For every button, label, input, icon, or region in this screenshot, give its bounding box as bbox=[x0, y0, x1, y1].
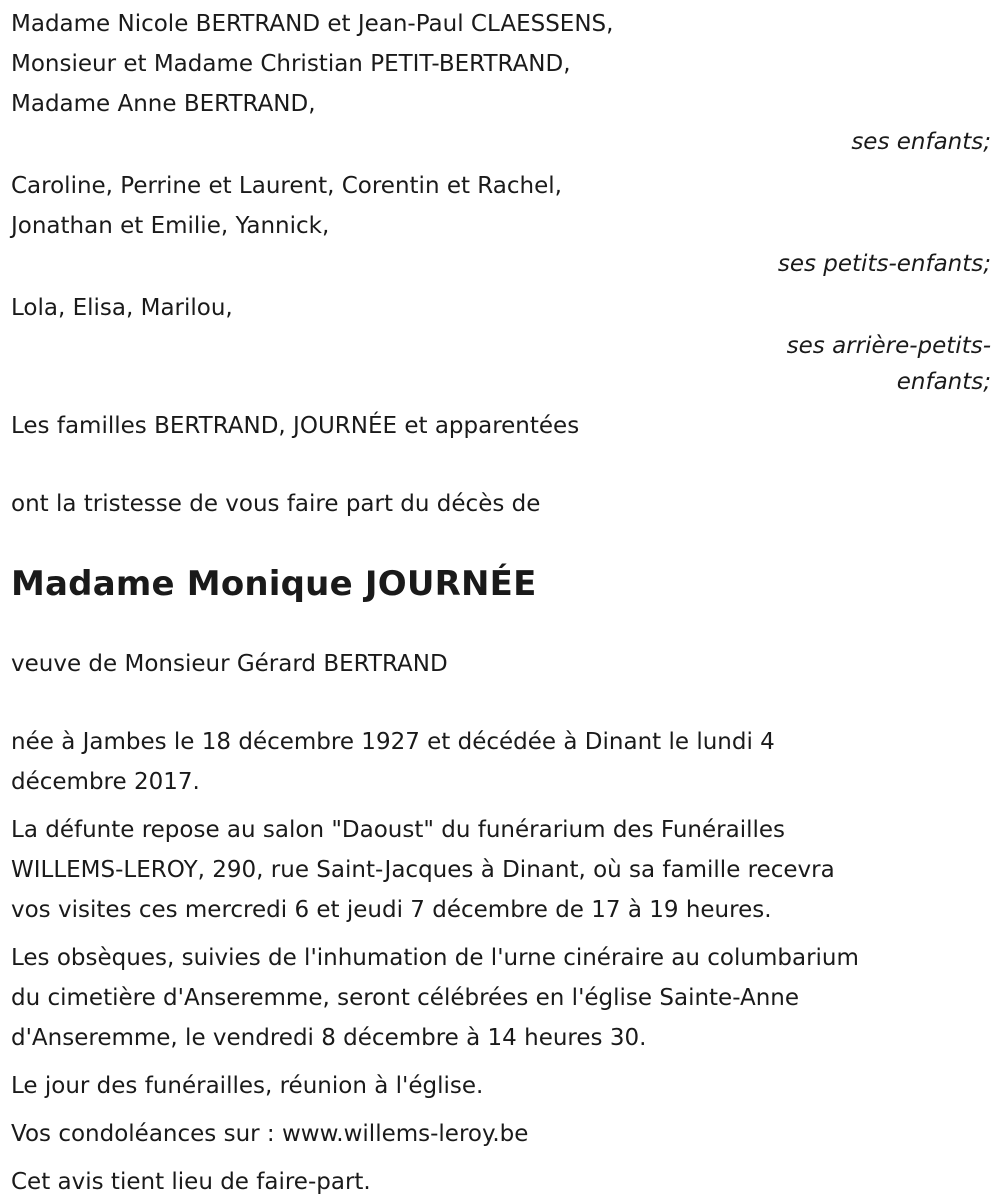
great-grandchildren-section bbox=[11, 288, 991, 400]
deceased-name: Madame Monique JOURNÉE bbox=[11, 564, 537, 604]
grandchildren-section bbox=[11, 166, 991, 282]
visitation-line: WILLEMS-LEROY, 290, rue Saint-Jacques à Dinant, où sa famille recevra bbox=[11, 857, 835, 883]
grandchildren-line: Jonathan et Emilie, Yannick, bbox=[11, 213, 330, 239]
children-role: ses enfants; bbox=[851, 129, 991, 155]
closing-line: Cet avis tient lieu de faire-part. bbox=[11, 1169, 371, 1195]
great-grandchildren-role-line2: enfants; bbox=[896, 369, 991, 395]
meeting-line: Le jour des funérailles, réunion à l'église. bbox=[11, 1073, 484, 1099]
funeral-paragraph bbox=[11, 938, 991, 1058]
families-line: Les familles BERTRAND, JOURNÉE et apparentées bbox=[11, 413, 580, 439]
funeral-line: d'Anseremme, le vendredi 8 décembre à 14 heures 30. bbox=[11, 1025, 647, 1051]
birth-death-line: née à Jambes le 18 décembre 1927 et décédée à Dinant le lundi 4 bbox=[11, 729, 775, 755]
great-grandchildren-line: Lola, Elisa, Marilou, bbox=[11, 295, 233, 321]
children-line: Monsieur et Madame Christian PETIT-BERTRAND, bbox=[11, 51, 571, 77]
great-grandchildren-role-line1: ses arrière-petits- bbox=[786, 333, 991, 359]
grandchildren-role: ses petits-enfants; bbox=[777, 251, 991, 277]
funeral-line: Les obsèques, suivies de l'inhumation de l'urne cinéraire au columbarium bbox=[11, 945, 859, 971]
visitation-paragraph bbox=[11, 810, 991, 930]
children-section bbox=[11, 4, 991, 160]
grandchildren-line: Caroline, Perrine et Laurent, Corentin et Rachel, bbox=[11, 173, 562, 199]
visitation-line: vos visites ces mercredi 6 et jeudi 7 décembre de 17 à 19 heures. bbox=[11, 897, 772, 923]
birth-death-paragraph bbox=[11, 722, 991, 802]
children-line: Madame Nicole BERTRAND et Jean-Paul CLAESSENS, bbox=[11, 11, 614, 37]
funeral-line: du cimetière d'Anseremme, seront célébrées en l'église Sainte-Anne bbox=[11, 985, 800, 1011]
widow-of-line: veuve de Monsieur Gérard BERTRAND bbox=[11, 651, 448, 677]
announcement-line: ont la tristesse de vous faire part du décès de bbox=[11, 491, 541, 517]
children-line: Madame Anne BERTRAND, bbox=[11, 91, 316, 117]
birth-death-line: décembre 2017. bbox=[11, 769, 200, 795]
death-notice bbox=[11, 4, 991, 1202]
condolences-line: Vos condoléances sur : www.willems-leroy.be bbox=[11, 1121, 529, 1147]
visitation-line: La défunte repose au salon "Daoust" du funérarium des Funérailles bbox=[11, 817, 786, 843]
